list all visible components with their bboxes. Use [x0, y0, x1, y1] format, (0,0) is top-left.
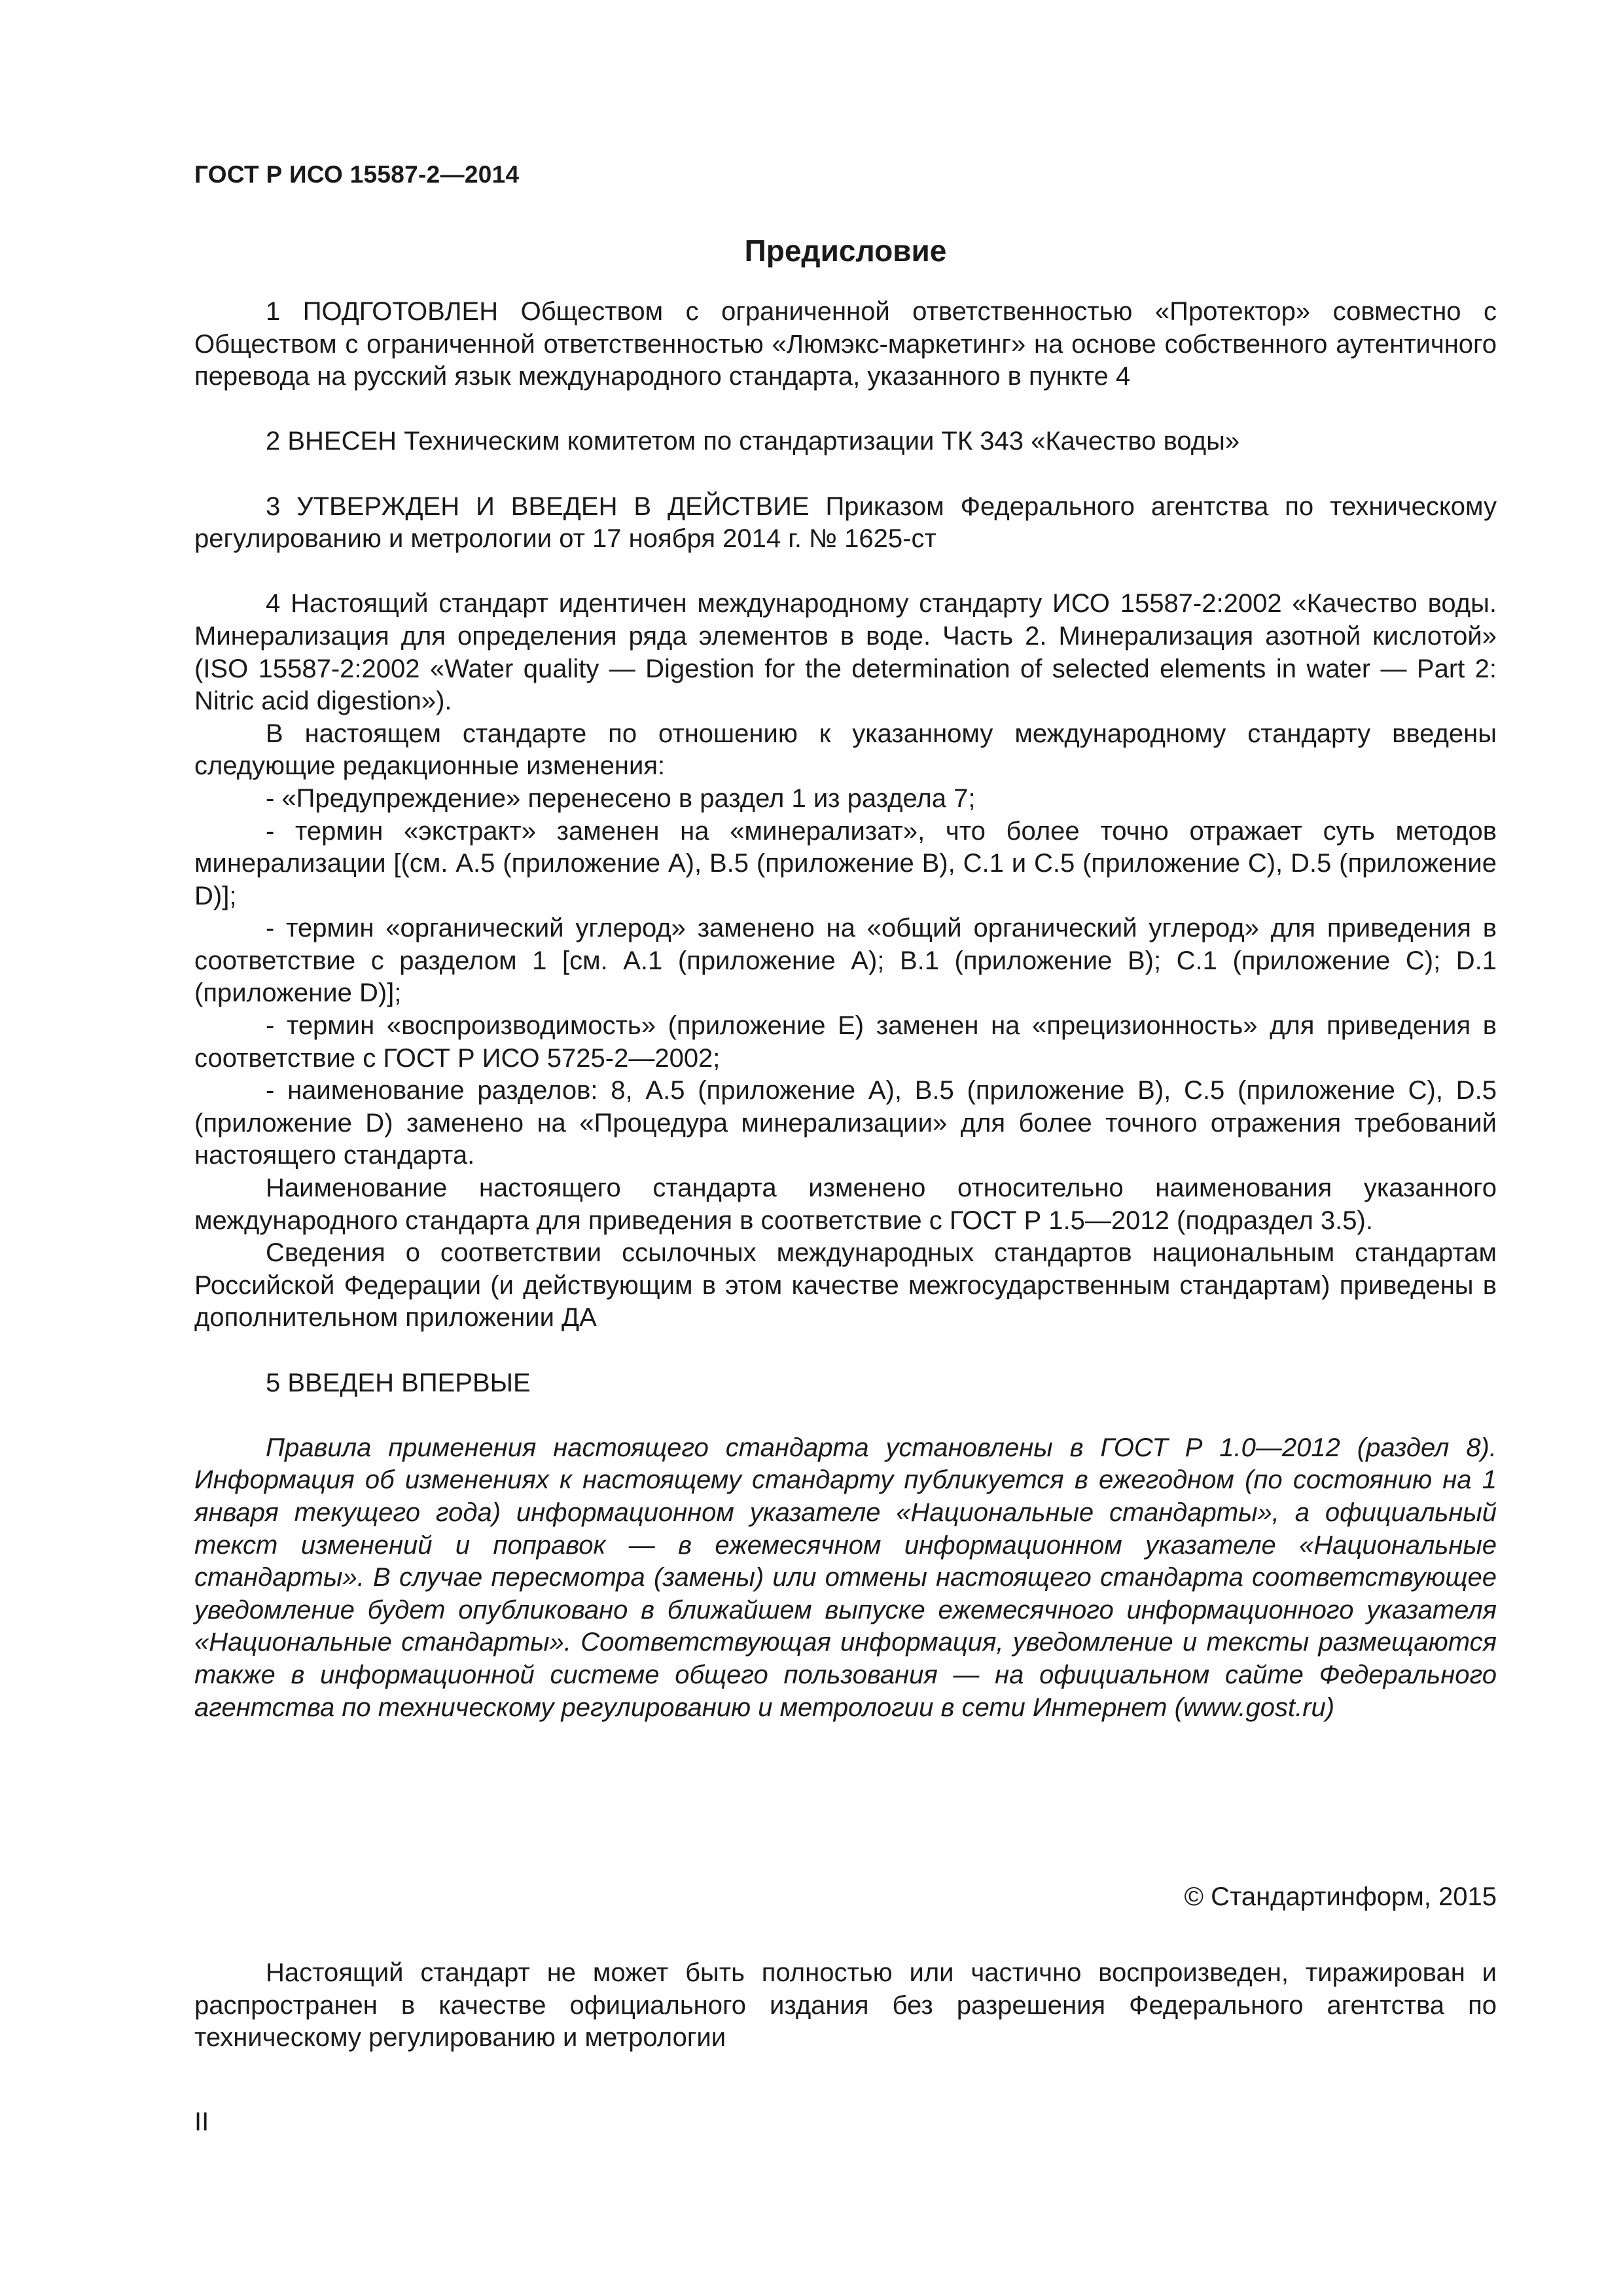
- copyright-line: © Стандартинформ, 2015: [1184, 1882, 1497, 1911]
- reproduction-notice: Настоящий стандарт не может быть полностью или частично воспроизведен, тиражирован и распространен в качестве официального издания без разрешения Федерального агентства по техническому регулированию и метрологии: [194, 1958, 1497, 2053]
- section-title: Предисловие: [744, 234, 947, 268]
- list-item-reproducibility-term: - термин «воспроизводимость» (приложение Е) заменен на «прецизионность» для приведения в соответствие с ГОСТ Р ИСО 5725-2—2002;: [194, 1011, 1497, 1073]
- paragraph-references: Сведения о соответствии ссылочных международных стандартов национальным стандартам Российской Федерации (и действующим в этом качестве межгосударственным стандартам) приведены в дополнительном приложении ДА: [194, 1238, 1497, 1333]
- foreword-body: [194, 296, 1497, 1724]
- page-number: II: [194, 2108, 209, 2136]
- paragraph-approved: 3 УТВЕРЖДЕН И ВВЕДЕН В ДЕЙСТВИЕ Приказом Федерального агентства по техническому регулированию и метрологии от 17 ноября 2014 г. № 1625-ст: [194, 492, 1497, 554]
- list-item-section-names: - наименование разделов: 8, А.5 (приложение А), В.5 (приложение В), С.5 (приложение С), D.5 (приложение D) заменено на «Процедура минерализации» для более точного отражения требований настоящего стандарта.: [194, 1076, 1497, 1170]
- list-item-organic-carbon-term: - термин «органический углерод» заменено на «общий органический углерод» для приведения в соответствие с разделом 1 [см. А.1 (приложение А); В.1 (приложение В); С.1 (приложение С); D.1 (приложение D)];: [194, 914, 1497, 1008]
- paragraph-editorial-changes: В настоящем стандарте по отношению к указанному международному стандарту введены следующие редакционные изменения:: [194, 719, 1497, 781]
- document-code: ГОСТ Р ИСО 15587-2—2014: [194, 161, 520, 188]
- paragraph-first-introduced: 5 ВВЕДЕН ВПЕРВЫЕ: [266, 1368, 531, 1397]
- paragraph-identical: 4 Настоящий стандарт идентичен международному стандарту ИСО 15587-2:2002 «Качество воды. Минерализация для определения ряда элементов в воде. Часть 2. Минерализация азотной кислотой» (ISO 15587-2:2002 «Water quality — Digestion for the determination of selected elements in water — Part 2: Nitric acid digestion»).: [194, 589, 1497, 716]
- paragraph-submitted: 2 ВНЕСЕН Техническим комитетом по стандартизации ТК 343 «Качество воды»: [266, 427, 1240, 456]
- document-page: [194, 0, 1497, 2296]
- paragraph-application-rules: Правила применения настоящего стандарта установлены в ГОСТ Р 1.0—2012 (раздел 8). Информация об изменениях к настоящему стандарту публикуется в ежегодном (по состоянию на 1 января текущего года) информационном указателе «Национальные стандарты», а официальный текст изменений и поправок — в ежемесячном информационном указателе «Национальные стандарты». В случае пересмотра (замены) или отмены настоящего стандарта соответствующее уведомление будет опубликовано в ближайшем выпуске ежемесячного информационного указателя «Национальные стандарты». Соответствующая информация, уведомление и тексты размещаются также в информационной системе общего пользования — на официальном сайте Федерального агентства по техническому регулированию и метрологии в сети Интернет (www.gost.ru): [194, 1433, 1497, 1722]
- list-item-warning: - «Предупреждение» перенесено в раздел 1 из раздела 7;: [266, 783, 976, 813]
- list-item-extract-term: - термин «экстракт» заменен на «минерализат», что более точно отражает суть методов минерализации [(см. А.5 (приложение А), В.5 (приложение В), С.1 и С.5 (приложение С), D.5 (приложение D)];: [194, 816, 1497, 910]
- paragraph-title-change: Наименование настоящего стандарта изменено относительно наименования указанного международного стандарта для приведения в соответствие с ГОСТ Р 1.5—2012 (подраздел 3.5).: [194, 1174, 1497, 1235]
- paragraph-prepared: 1 ПОДГОТОВЛЕН Обществом с ограниченной ответственностью «Протектор» совместно с Обществом с ограниченной ответственностью «Люмэкс-маркетинг» на основе собственного аутентичного перевода на русский язык международного стандарта, указанного в пункте 4: [194, 297, 1497, 391]
